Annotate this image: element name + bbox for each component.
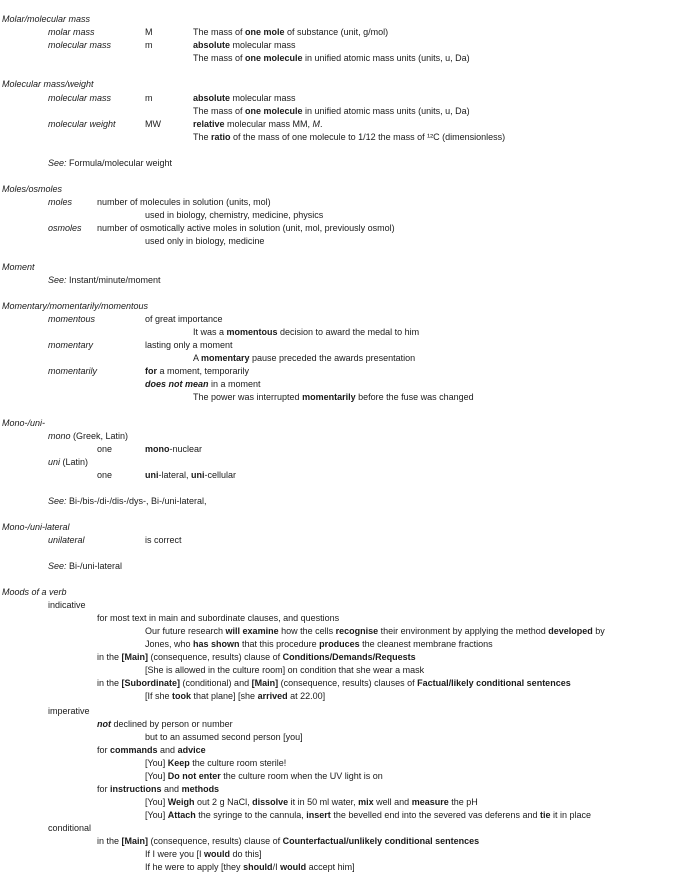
section-heading-moment: Moment [2,262,35,272]
term-momentary: momentary [48,340,94,350]
see-also-link: See: Bi-/uni-lateral [48,561,123,571]
definition-molecular-weight-detail: The ratio of the mass of one molecule to 1/12 the mass of ¹²C (dimensionless) [193,132,506,142]
mood-imperative: imperative [48,706,90,716]
indicative-example-1-cont: Jones, who has shown that this procedure produces the cleanest membrane fractions [145,639,493,649]
symbol-m: m [145,40,153,50]
section-heading-unilateral: Mono-/uni-lateral [2,522,70,532]
indicative-example-2: [She is allowed in the culture room] on condition that she wear a mask [145,665,425,675]
conditional-usage: in the [Main] (consequence, results) clause of Counterfactual/unlikely conditional sentences [97,836,480,846]
indicative-usage-conditions: in the [Main] (consequence, results) clause of Conditions/Demands/Requests [97,652,416,662]
imperative-usage-cont: but to an assumed second person [you] [145,732,303,742]
definition-moles: number of molecules in solution (units, mol) [97,197,271,207]
example-momentous: It was a momentous decision to award the medal to him [193,327,420,337]
meaning-uni: one [97,470,113,480]
mood-indicative: indicative [48,600,86,610]
mood-conditional: conditional [48,823,92,833]
term-molecular-mass: molecular mass [48,40,112,50]
see-also-link: See: Bi-/bis-/di-/dis-/dys-, Bi-/uni-lateral, [48,496,207,506]
term-unilateral: unilateral [48,535,85,545]
usage-moles: used in biology, chemistry, medicine, physics [145,210,324,220]
imperative-example-4: [You] Attach the syringe to the cannula, insert the bevelled end into the severed vas deferens and tie it in place [145,810,592,820]
example-momentarily: The power was interrupted momentarily before the fuse was changed [193,392,474,402]
definition-molecular-mass-detail: The mass of one molecule in unified atomic mass units (units, u, Da) [193,53,470,63]
definition-momentarily: for a moment, temporarily [145,366,250,376]
term-momentarily: momentarily [48,366,98,376]
section-heading-moods: Moods of a verb [2,587,67,597]
definition-molecular-mass: absolute molecular mass [193,93,296,103]
definition-momentous: of great importance [145,314,223,324]
term-osmoles: osmoles [48,223,82,233]
conditional-example-2: If he were to apply [they should/I would accept him] [145,862,355,872]
symbol-m: m [145,93,153,103]
example-mono: mono-nuclear [145,444,203,454]
definition-molecular-mass: absolute molecular mass [193,40,296,50]
imperative-instructions: for instructions and methods [97,784,220,794]
term-mono: mono (Greek, Latin) [48,431,129,441]
term-molecular-mass: molecular mass [48,93,112,103]
definition-unilateral: is correct [145,535,182,545]
note-momentarily: does not mean in a moment [145,379,261,389]
definition-molar-mass: The mass of one mole of substance (unit, g/mol) [193,27,389,37]
conditional-example-1: If I were you [I would do this] [145,849,262,859]
section-heading-molar-mass: Molar/molecular mass [2,14,91,24]
term-molar-mass: molar mass [48,27,95,37]
section-heading-mono-uni: Mono-/uni- [2,418,46,428]
term-molecular-weight: molecular weight [48,119,116,129]
indicative-usage-factual: in the [Subordinate] (conditional) and [Main] (consequence, results) clauses of Factual/likely conditional sentences [97,678,571,688]
imperative-example-1: [You] Keep the culture room sterile! [145,758,287,768]
symbol-M: M [145,27,153,37]
imperative-example-3: [You] Weigh out 2 g NaCl, dissolve it in 50 ml water, mix well and measure the pH [145,797,478,807]
usage-osmoles: used only in biology, medicine [145,236,265,246]
indicative-usage: for most text in main and subordinate clauses, and questions [97,613,340,623]
see-also-link: See: Formula/molecular weight [48,158,173,168]
meaning-mono: one [97,444,113,454]
example-momentary: A momentary pause preceded the awards presentation [193,353,416,363]
example-uni: uni-lateral, uni-cellular [145,470,237,480]
indicative-example-1: Our future research will examine how the cells recognise their environment by applying the method developed by [145,626,605,636]
section-heading-momentary: Momentary/momentarily/momentous [2,301,149,311]
definition-osmoles: number of osmotically active moles in solution (unit, mol, previously osmol) [97,223,395,233]
imperative-example-2: [You] Do not enter the culture room when the UV light is on [145,771,383,781]
see-also-link: See: Instant/minute/moment [48,275,161,285]
symbol-MW: MW [145,119,161,129]
term-uni: uni (Latin) [48,457,89,467]
section-heading-moles: Moles/osmoles [2,184,63,194]
section-heading-molecular-weight: Molecular mass/weight [2,79,94,89]
term-momentous: momentous [48,314,96,324]
imperative-usage: not declined by person or number [97,719,233,729]
definition-momentary: lasting only a moment [145,340,233,350]
indicative-example-3: [If she took that plane] [she arrived at 22.00] [145,691,326,701]
imperative-commands: for commands and advice [97,745,206,755]
definition-molecular-mass-detail: The mass of one molecule in unified atomic mass units (units, u, Da) [193,106,470,116]
term-moles: moles [48,197,73,207]
definition-molecular-weight: relative molecular mass MM, M. [193,119,323,129]
